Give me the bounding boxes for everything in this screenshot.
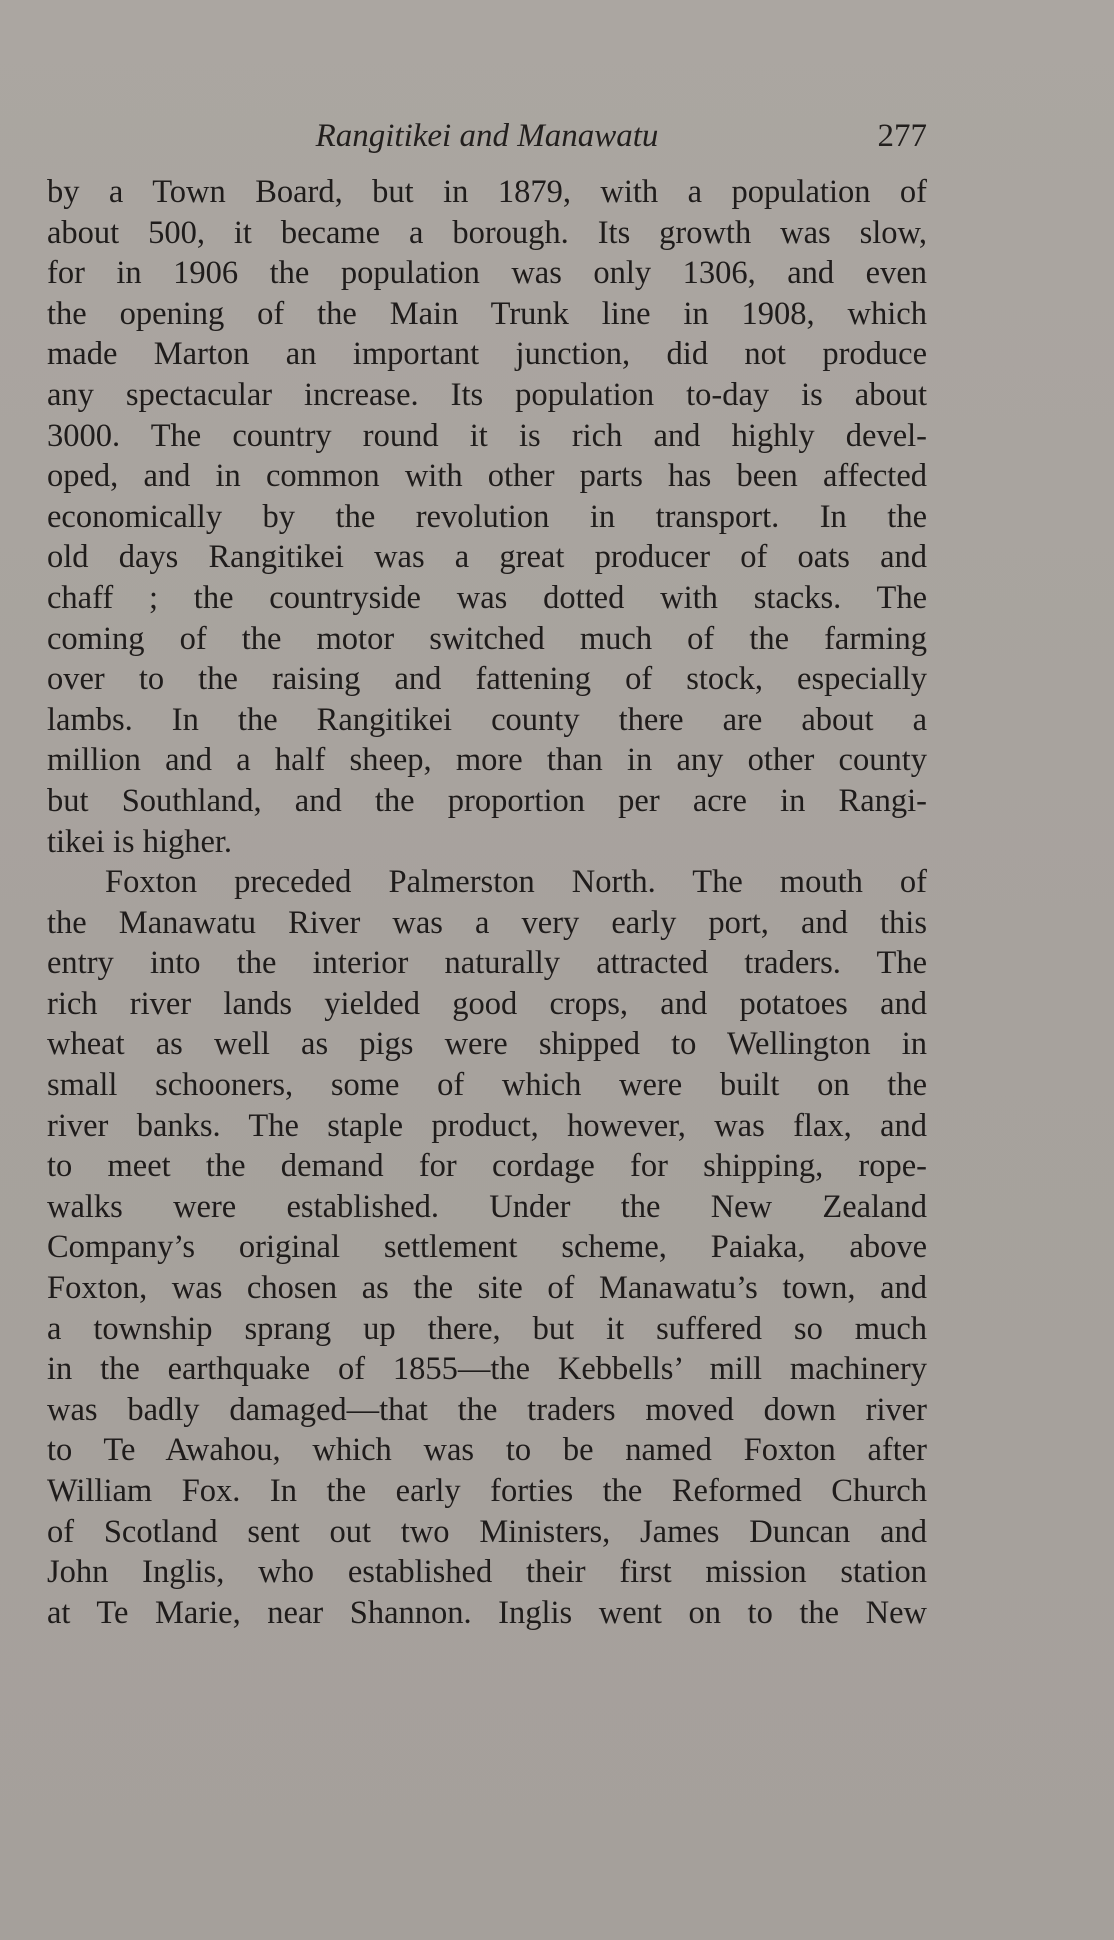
text-line: Foxton preceded Palmerston North. The mouth of <box>105 864 927 901</box>
text-line: coming of the motor switched much of the farming <box>47 620 927 657</box>
text-line: over to the raising and fattening of stock, especially <box>47 661 927 698</box>
text-line: Foxton, was chosen as the site of Manawatu’s town, and <box>47 1270 927 1307</box>
text-line: of Scotland sent out two Ministers, James Duncan and <box>47 1513 927 1550</box>
text-line: made Marton an important junction, did not produce <box>47 336 927 373</box>
text-line: lambs. In the Rangitikei county there are about a <box>47 701 927 738</box>
text-line: William Fox. In the early forties the Reformed Church <box>47 1473 927 1509</box>
text-line: the Manawatu River was a very early port, and this <box>47 904 927 941</box>
text-line: oped, and in common with other parts has been affected <box>47 458 927 495</box>
book-page <box>47 118 927 1633</box>
text-line: chaff ; the countryside was dotted with stacks. The <box>47 579 927 616</box>
text-line: river banks. The staple product, however, was flax, and <box>47 1107 927 1144</box>
text-line: a township sprang up there, but it suffered so much <box>47 1310 927 1347</box>
text-line: million and a half sheep, more than in any other county <box>47 742 927 779</box>
text-line: John Inglis, who established their first mission station <box>47 1554 927 1591</box>
text-line: any spectacular increase. Its population to-day is about <box>47 376 927 413</box>
running-head <box>47 118 927 162</box>
text-line: tikei is higher. <box>47 823 233 860</box>
text-line: to Te Awahou, which was to be named Foxton after <box>47 1432 927 1469</box>
text-line: old days Rangitikei was a great producer of oats and <box>47 539 927 576</box>
text-line: walks were established. Under the New Zealand <box>47 1188 927 1225</box>
text-line: in the earthquake of 1855—the Kebbells’ mill machinery <box>47 1351 927 1388</box>
text-line: was badly damaged—that the traders moved down river <box>47 1391 927 1428</box>
text-line: but Southland, and the proportion per acre in Rangi- <box>47 782 927 819</box>
text-line: small schooners, some of which were built on the <box>47 1067 927 1104</box>
text-line: to meet the demand for cordage for shipping, rope- <box>47 1148 927 1185</box>
text-line: entry into the interior naturally attracted traders. The <box>47 945 927 982</box>
text-line: rich river lands yielded good crops, and potatoes and <box>47 985 927 1022</box>
text-line: Company’s original settlement scheme, Paiaka, above <box>47 1229 927 1266</box>
body-text <box>47 172 927 1633</box>
text-line: wheat as well as pigs were shipped to Wellington in <box>47 1026 927 1063</box>
text-line: by a Town Board, but in 1879, with a population of <box>47 174 927 210</box>
page-number: 277 <box>877 118 927 154</box>
text-line: at Te Marie, near Shannon. Inglis went on to the New <box>47 1594 927 1631</box>
text-line: for in 1906 the population was only 1306, and even <box>47 255 927 292</box>
text-line: about 500, it became a borough. Its growth was slow, <box>47 214 927 251</box>
running-title: Rangitikei and Manawatu <box>315 118 659 154</box>
text-line: the opening of the Main Trunk line in 1908, which <box>47 295 927 332</box>
text-line: 3000. The country round it is rich and highly devel- <box>47 417 927 454</box>
text-line: economically by the revolution in transport. In the <box>47 498 927 535</box>
